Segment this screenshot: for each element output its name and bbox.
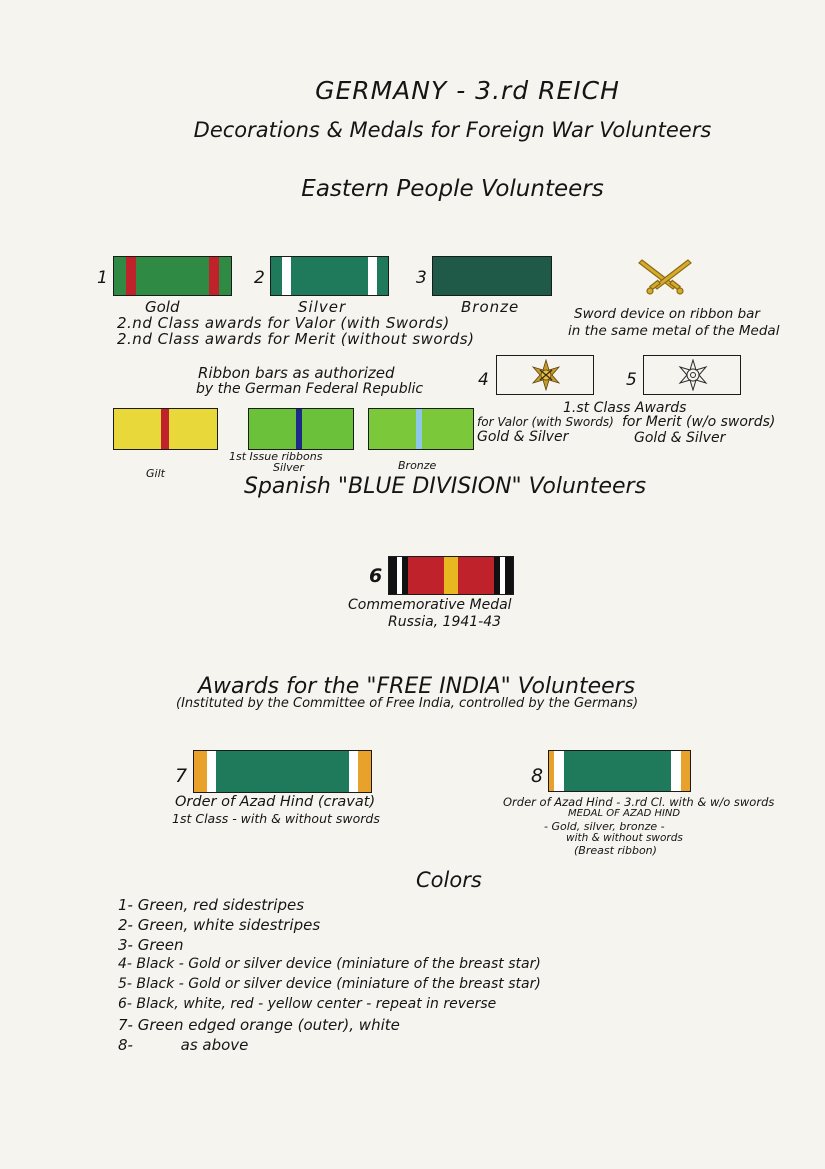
order8-line-1: Order of Azad Hind - 3.rd Cl. with & w/o swords xyxy=(503,795,775,809)
order-azad-hind-line-2: 1st Class - with & without swords xyxy=(172,811,380,826)
commemorative-medal-line-1: Commemorative Medal xyxy=(348,597,512,613)
ribbon-number-1: 1 xyxy=(97,268,108,288)
label-gold: Gold xyxy=(145,298,180,316)
label-bronze-small: Bronze xyxy=(398,459,437,472)
sword-note-line-1: Sword device on ribbon bar xyxy=(574,306,760,322)
ribbon-number-7: 7 xyxy=(175,765,188,787)
ribbon-number-5: 5 xyxy=(626,370,637,390)
colors-line-5: 5- Black - Gold or silver device (miniature of the breast star) xyxy=(118,976,541,992)
colors-heading: Colors xyxy=(416,868,482,892)
first-issue-line-2: Silver xyxy=(273,461,304,474)
order8-line-2: MEDAL OF AZAD HIND xyxy=(568,808,681,819)
colors-line-8: 8- as above xyxy=(118,1036,249,1054)
order8-line-4: with & without swords xyxy=(566,832,683,844)
fed-rep-line-2: by the German Federal Republic xyxy=(196,381,424,397)
colors-line-7: 7- Green edged orange (outer), white xyxy=(118,1016,400,1034)
fed-rep-line-1: Ribbon bars as authorized xyxy=(198,364,395,382)
ribbon-2-green-white xyxy=(270,256,389,296)
first-issue-line-1: 1st Issue ribbons xyxy=(229,450,323,463)
colors-line-2: 2- Green, white sidestripes xyxy=(118,916,321,934)
ribbon-3-green xyxy=(432,256,552,296)
section-heading-india: Awards for the "FREE INDIA" Volunteers xyxy=(198,674,636,699)
section-heading-eastern: Eastern People Volunteers xyxy=(301,176,604,202)
india-subheading: (Instituted by the Committee of Free India, controlled by the Germans) xyxy=(176,696,639,711)
ribbon-4-black xyxy=(496,355,594,395)
silver-star-device-icon xyxy=(677,359,709,391)
order-azad-hind-line-1: Order of Azad Hind (cravat) xyxy=(175,794,376,810)
class2-merit-text: 2.nd Class awards for Merit (without swords) xyxy=(117,330,475,348)
ribbon-6-blue-division xyxy=(388,556,514,595)
class1-title: 1.st Class Awards xyxy=(563,400,687,416)
sword-note-line-2: in the same metal of the Medal xyxy=(568,323,780,339)
ribbon-5-black xyxy=(643,355,741,395)
order8-line-5: (Breast ribbon) xyxy=(574,844,657,857)
order8-line-3: - Gold, silver, bronze - xyxy=(544,820,665,833)
section-heading-spanish: Spanish "BLUE DIVISION" Volunteers xyxy=(244,474,647,499)
class1-merit-line-1: for Merit (w/o swords) xyxy=(622,414,776,430)
ribbon-number-8: 8 xyxy=(531,765,544,787)
label-silver: Silver xyxy=(298,298,347,316)
colors-line-6: 6- Black, white, red - yellow center - repeat in reverse xyxy=(118,996,497,1012)
ribbon-8-azad-hind-breast xyxy=(548,750,691,792)
class1-valor-line-2: Gold & Silver xyxy=(477,429,569,445)
class2-valor-text: 2.nd Class awards for Valor (with Swords) xyxy=(117,314,450,332)
page-subtitle: Decorations & Medals for Foreign War Volunteers xyxy=(193,118,712,142)
page-title: GERMANY - 3.rd REICH xyxy=(315,76,620,105)
label-gilt: Gilt xyxy=(146,467,165,480)
ribbon-7-azad-hind-cravat xyxy=(193,750,372,793)
commemorative-medal-line-2: Russia, 1941-43 xyxy=(388,614,502,630)
fed-ribbon-bronze xyxy=(368,408,474,450)
colors-line-1: 1- Green, red sidestripes xyxy=(118,896,305,914)
fed-ribbon-silver xyxy=(248,408,354,450)
ribbon-number-4: 4 xyxy=(478,370,489,390)
colors-line-3: 3- Green xyxy=(118,936,184,954)
fed-ribbon-gilt xyxy=(113,408,218,450)
ribbon-number-6: 6 xyxy=(369,565,383,587)
class1-merit-line-2: Gold & Silver xyxy=(634,430,726,446)
colors-line-4: 4- Black - Gold or silver device (miniature of the breast star) xyxy=(118,956,541,972)
class1-valor-line-1: for Valor (with Swords) xyxy=(477,415,614,429)
ribbon-1-green-red xyxy=(113,256,232,296)
ribbon-number-2: 2 xyxy=(254,268,265,288)
gold-star-device-icon xyxy=(530,359,562,391)
ribbon-number-3: 3 xyxy=(416,268,427,288)
crossed-swords-icon xyxy=(636,256,694,296)
label-bronze: Bronze xyxy=(461,298,520,316)
